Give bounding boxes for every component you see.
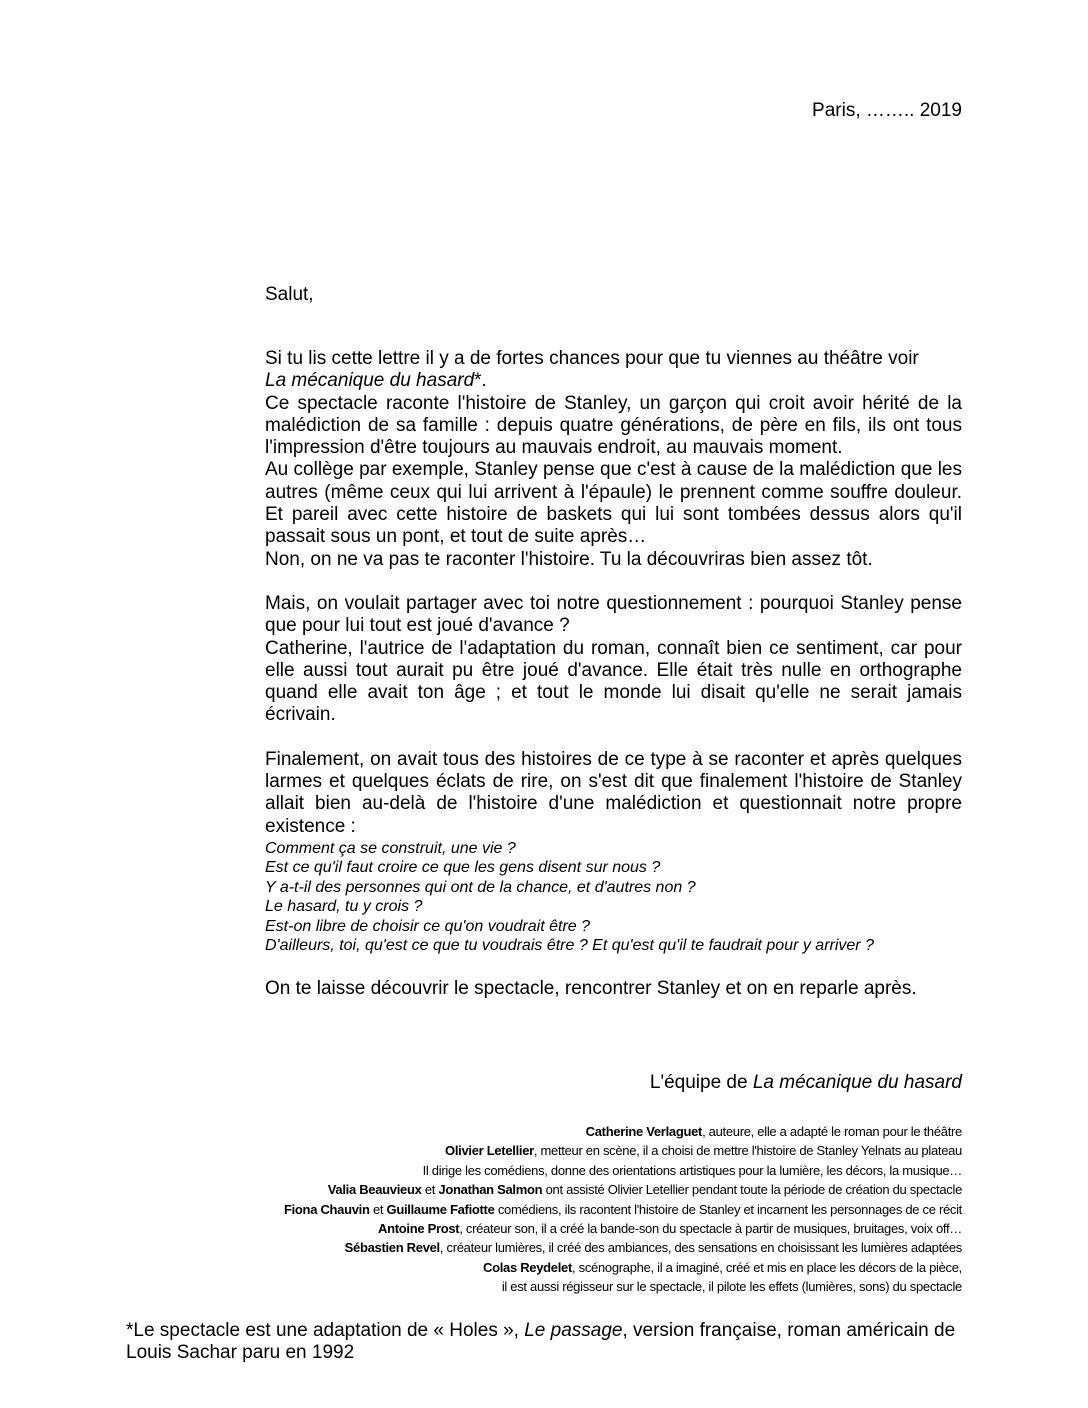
paragraph-closing: On te laisse découvrir le spectacle, rencontrer Stanley et on en reparle après. [265,977,917,999]
intro-text: Si tu lis cette lettre il y a de fortes chances pour que tu viennes au théâtre voir [265,348,919,369]
question-item: D'ailleurs, toi, qu'est ce que tu voudrais être ? Et qu'est qu'il te faudrait pour y arriver ? [265,937,874,955]
paragraph-finally: Finalement, on avait tous des histoires de ce type à se raconter et après quelques larmes et quelques éclats de rire, on s'est dit que finalement l'histoire de Stanley allait bien au-delà de l'histoire d'une malédiction et questionnait notre propre existence : [265,748,962,837]
credit-line: Antoine Prost, créateur son, il a créé la bande-son du spectacle à partir de musiques, bruitages, voix off… [377,1221,962,1237]
letter-body [265,348,962,1000]
credits-list [162,1122,962,1297]
credit-line: Il dirige les comédiens, donne des orientations artistiques pour la lumière, les décors, la musique… [422,1162,962,1178]
footnote-prefix: *Le spectacle est une adaptation de « Holes », [126,1320,525,1341]
footnote [126,1320,966,1364]
signoff-prefix: L'équipe de [649,1072,753,1093]
signoff [650,1072,962,1094]
credit-line: Catherine Verlaguet, auteure, elle a adapté le roman pour le théâtre [585,1124,962,1139]
question-item: Y a-t-il des personnes qui ont de la chance, et d'autres non ? [265,878,696,896]
credit-line: il est aussi régisseur sur le spectacle, il pilote les effets (lumières, sons) du spectacle [501,1279,962,1295]
footnote-suffix: , version française, roman américain de Louis Sachar paru en 1992 [126,1320,956,1363]
paragraph-story: Ce spectacle raconte l'histoire de Stanley, un garçon qui croit avoir hérité de la malédiction de sa famille : depuis quatre générations, de père en fils, ils ont tous l'impression d'être toujours au mauvais endroit, au mauvais moment. [265,392,962,459]
question-item: Comment ça se construit, une vie ? [265,839,516,857]
paragraph-no-spoiler: Non, on ne va pas te raconter l'histoire. Tu la découvriras bien assez tôt. [265,548,873,570]
credit-line: Fiona Chauvin et Guillaume Fafiotte comédiens, ils racontent l'histoire de Stanley et incarnent les personnages de ce récit [283,1201,962,1217]
letter-date: Paris, …….. 2019 [812,100,962,121]
signoff-show-title: La mécanique du hasard [752,1072,962,1093]
footnote-marker: *. [474,370,487,392]
credit-line: Valia Beauvieux et Jonathan Salmon ont assisté Olivier Letellier pendant toute la période de création du spectacle [327,1182,962,1198]
show-title: La mécanique du hasard [265,370,475,392]
paragraph-college: Au collège par exemple, Stanley pense que c'est à cause de la malédiction que les autres (même ceux qui lui arrivent à l'épaule) le prennent comme souffre douleur. Et pareil avec cette histoire de baskets qui lui sont tombées dessus alors qu'il passait sous un pont, et tout de suite après… [265,459,962,548]
question-item: Est-on libre de choisir ce qu'on voudrait être ? [265,917,591,935]
credit-line: Olivier Letellier, metteur en scène, il a choisi de mettre l'histoire de Stanley Yelnats au plateau [445,1143,962,1159]
paragraph-question: Mais, on voulait partager avec toi notre questionnement : pourquoi Stanley pense que pour lui tout est joué d'avance ? [265,592,962,637]
credit-line: Colas Reydelet, scénographe, il a imaginé, créé et mis en place les décors de la pièce, [482,1259,962,1275]
footnote-book-title: Le passage [524,1320,623,1341]
salutation: Salut, [265,284,314,305]
question-item: Est ce qu'il faut croire ce que les gens disent sur nous ? [265,859,661,877]
paragraph-catherine: Catherine, l'autrice de l'adaptation du roman, connaît bien ce sentiment, car pour elle aussi tout aurait pu être joué d'avance. Elle était très nulle en orthographe quand elle avait ton âge ; et tout le monde lui disait qu'elle ne serait jamais écrivain. [265,637,962,726]
questions-list [265,839,962,956]
question-item: Le hasard, tu y crois ? [265,898,423,916]
paragraph-intro [265,348,962,393]
credit-line: Sébastien Revel, créateur lumières, il créé des ambiances, des sensations en choisissant les lumières adaptées [344,1240,962,1256]
